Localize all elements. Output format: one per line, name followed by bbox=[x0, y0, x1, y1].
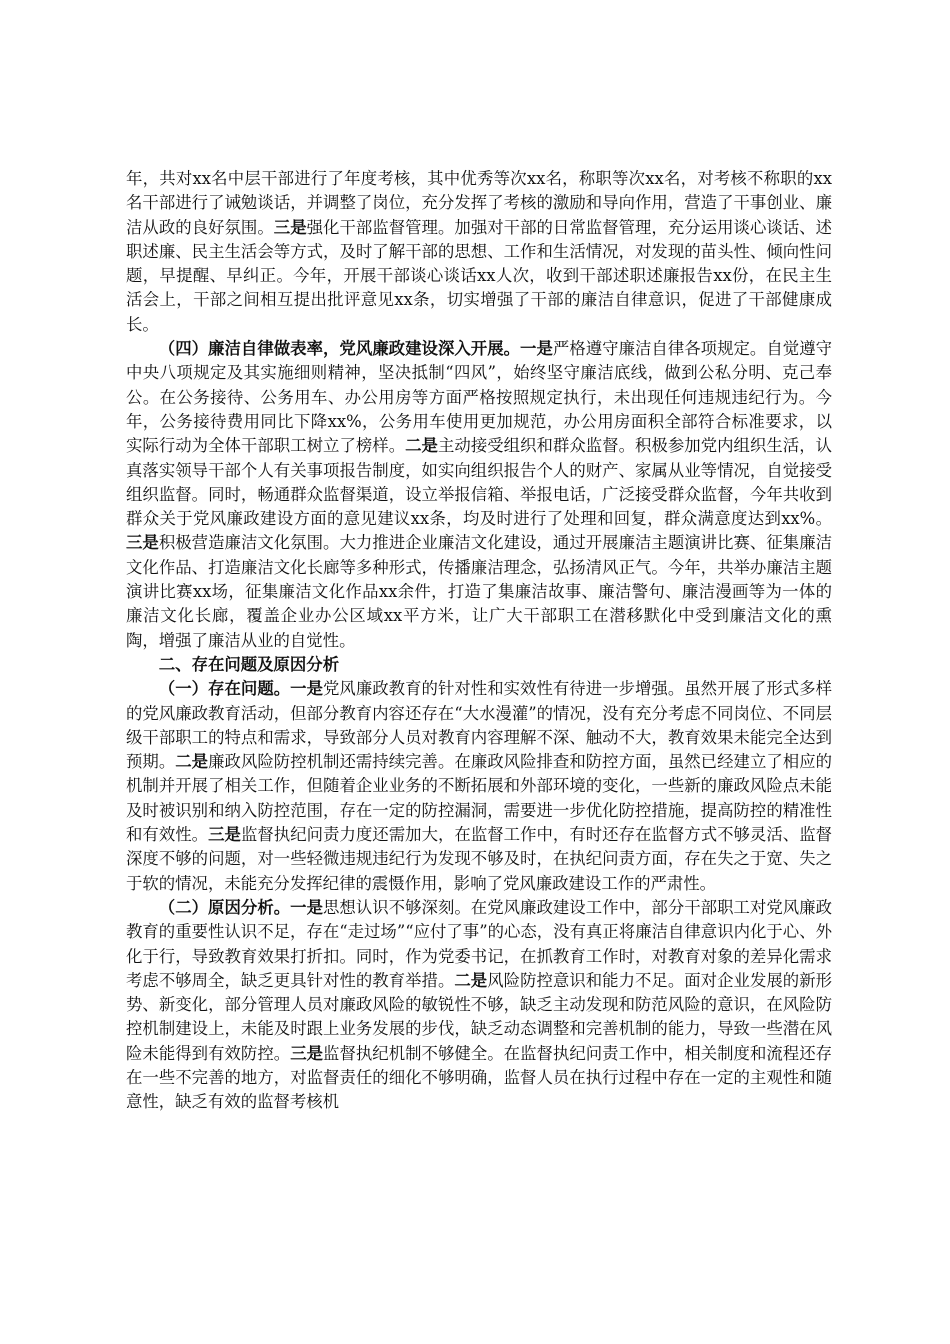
paragraph-cause-analysis bbox=[126, 896, 832, 1115]
paragraph-existing-problems bbox=[126, 677, 832, 896]
bold-run: 三是 bbox=[126, 533, 159, 553]
bold-run: 二是 bbox=[454, 970, 488, 990]
text-run: 思想认识不够深刻。在党风廉政建设工作中，部分干部职工对党风廉政教育的重要性认识不足，存在“走过场”“应付了事”的心态，没有真正将廉洁自律意识内化于心、外化于行，导致教育效果打折扣。同时，作为党委书记，在抓教育工作时，对教育对象的差异化需求考虑不够周全，缺乏更具针对性的教育举措。 bbox=[126, 897, 832, 990]
bold-run: 二是 bbox=[175, 752, 209, 772]
section-heading-problems: 二、存在问题及原因分析 bbox=[158, 654, 340, 674]
text-run: 廉政风险防控机制还需持续完善。在廉政风险排查和防控方面，虽然已经建立了相应的机制并开展了相关工作，但随着企业业务的不断拓展和外部环境的变化，一些新的廉政风险点未能及时被识别和纳入防控范围，存在一定的防控漏洞，需要进一步优化防控措施，提高防控的精准性和有效性。 bbox=[126, 752, 833, 845]
text-run: 监督执纪机制不够健全。在监督执纪问责工作中，相关制度和流程还存在一些不完善的地方，对监督责任的细化不够明确，监督人员在执行过程中存在一定的主观性和随意性，缺乏有效的监督考核机 bbox=[126, 1043, 833, 1112]
paragraph-self-discipline bbox=[126, 337, 832, 653]
text-run: 年，共对xx名中层干部进行了年度考核，其中优秀等次xx名，称职等次xx名，对考核不称职的xx名干部进行了诫勉谈话，并调整了岗位，充分发挥了考核的激励和导向作用，营造了干事创业、廉洁从政的良好氛围。 bbox=[126, 169, 832, 237]
text-run: 强化干部监督管理。加强对干部的日常监督管理，充分运用谈心谈话、述职述廉、民主生活会等方式，及时了解干部的思想、工作和生活情况，对发现的苗头性、倾向性问题，早提醒、早纠正。今年，开展干部谈心谈话xx人次，收到干部述职述廉报告xx份，在民主生活会上，干部之间相互提出批评意见xx条，切实增强了干部的廉洁自律意识，促进了干部健康成长。 bbox=[126, 217, 833, 334]
text-run: 积极营造廉洁文化氛围。大力推进企业廉洁文化建设，通过开展廉洁主题演讲比赛、征集廉洁文化作品、打造廉洁文化长廊等多种形式，传播廉洁理念，弘扬清风正气。今年，共举办廉洁主题演讲比赛xx场，征集廉洁文化作品xx余件，打造了集廉洁故事、廉洁警句、廉洁漫画等为一体的廉洁文化长廊，覆盖企业办公区域xx平方米，让广大干部职工在潜移默化中受到廉洁文化的熏陶，增强了廉洁从业的自觉性。 bbox=[126, 533, 833, 650]
paragraph-cadre-assessment bbox=[126, 167, 832, 337]
bold-run: 三是 bbox=[290, 1043, 324, 1063]
text-run: 监督执纪问责力度还需加大，在监督工作中，有时还存在监督方式不够灵活、监督深度不够的问题，对一些轻微违规违纪行为发现不够及时，在执纪问责方面，存在失之于宽、失之于软的情况，未能充分发挥纪律的震慑作用，影响了党风廉政建设工作的严肃性。 bbox=[126, 825, 833, 893]
document-page bbox=[126, 167, 832, 1115]
text-run: 党风廉政教育的针对性和实效性有待进一步增强。虽然开展了形式多样的党风廉政教育活动，但部分教育内容还存在“大水漫灌”的情况，没有充分考虑不同岗位、不同层级干部职工的特点和需求，导致部分人员对教育内容理解不深、触动不大，教育效果未能完全达到预期。 bbox=[126, 679, 832, 772]
section-subheading: （一）存在问题。一是 bbox=[158, 679, 323, 699]
bold-run: 二是 bbox=[405, 436, 438, 456]
section-subheading: （四）廉洁自律做表率，党风廉政建设深入开展。一是 bbox=[158, 339, 553, 359]
section-subheading: （二）原因分析。一是 bbox=[158, 897, 323, 917]
bold-run: 三是 bbox=[208, 825, 241, 845]
text-run: 严格遵守廉洁自律各项规定。自觉遵守中央八项规定及其实施细则精神，坚决抵制“四风”，始终坚守廉洁底线，做到公私分明、克己奉公。在公务接待、公务用车、办公用房等方面严格按照规定执行，未出现任何违规违纪行为。今年，公务接待费用同比下降xx%，公务用车使用更加规范，办公用房面积全部符合标准要求，以实际行动为全体干部职工树立了榜样。 bbox=[126, 339, 833, 456]
text-run: 风险防控意识和能力不足。面对企业发展的新形势、新变化，部分管理人员对廉政风险的敏锐性不够，缺乏主动发现和防范风险的意识，在风险防控机制建设上，未能及时跟上业务发展的步伐，缺乏动态调整和完善机制的能力，导致一些潜在风险未能得到有效防控。 bbox=[126, 970, 833, 1063]
text-run: 主动接受组织和群众监督。积极参加党内组织生活，认真落实领导干部个人有关事项报告制度，如实向组织报告个人的财产、家属从业等情况，自觉接受组织监督。同时，畅通群众监督渠道，设立举报信箱、举报电话，广泛接受群众监督，今年共收到群众关于党风廉政建设方面的意见建议xx条，均及时进行了处理和回复，群众满意度达到xx%。 bbox=[126, 436, 833, 529]
bold-run: 三是 bbox=[273, 217, 307, 237]
